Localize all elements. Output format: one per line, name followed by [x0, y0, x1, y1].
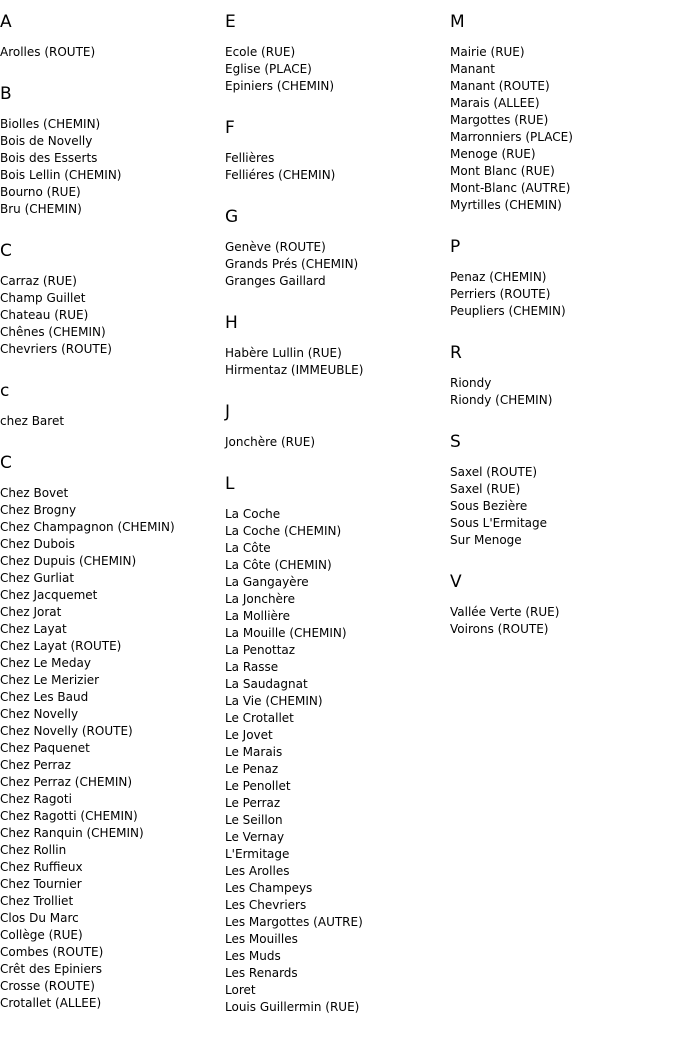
street-link[interactable]: Chez Perraz (CHEMIN): [0, 775, 133, 789]
street-link[interactable]: Chez Tournier: [0, 877, 82, 891]
street-link[interactable]: Jonchère (RUE): [225, 435, 316, 449]
street-link[interactable]: Crêt des Epiniers: [0, 962, 103, 976]
street-link[interactable]: Chez Trolliet: [0, 894, 74, 908]
letter-section: [450, 235, 670, 320]
street-link[interactable]: Menoge (RUE): [450, 147, 536, 161]
street-link[interactable]: Chez Champagnon (CHEMIN): [0, 520, 175, 534]
street-link[interactable]: Bois Lellin (CHEMIN): [0, 168, 122, 182]
street-link[interactable]: La Côte (CHEMIN): [225, 558, 332, 572]
street-link[interactable]: Epiniers (CHEMIN): [225, 79, 335, 93]
street-link[interactable]: Le Perraz: [225, 796, 281, 810]
street-link[interactable]: Chevriers (ROUTE): [0, 342, 112, 356]
street-link[interactable]: La Saudagnat: [225, 677, 308, 691]
street-link[interactable]: Sous Bezière: [450, 499, 528, 513]
street-link[interactable]: La Vie (CHEMIN): [225, 694, 323, 708]
letter-section: [225, 116, 445, 184]
street-index-column-2: [225, 10, 445, 1037]
street-link[interactable]: Chez Dupuis (CHEMIN): [0, 554, 137, 568]
street-link[interactable]: Crotallet (ALLEE): [0, 996, 102, 1010]
street-link[interactable]: Le Jovet: [225, 728, 273, 742]
street-link[interactable]: Grands Prés (CHEMIN): [225, 257, 359, 271]
letter-section: [0, 239, 220, 358]
street-link[interactable]: Saxel (ROUTE): [450, 465, 538, 479]
street-link[interactable]: Mairie (RUE): [450, 45, 525, 59]
street-link[interactable]: La Mollière: [225, 609, 290, 623]
street-link[interactable]: Les Margottes (AUTRE): [225, 915, 363, 929]
letter-heading: R: [450, 343, 462, 363]
street-link[interactable]: Chez Novelly: [0, 707, 79, 721]
letter-section: [225, 205, 445, 290]
street-link[interactable]: Chez Gurliat: [0, 571, 75, 585]
street-link[interactable]: L'Ermitage: [225, 847, 290, 861]
street-link[interactable]: Habère Lullin (RUE): [225, 346, 342, 360]
letter-heading: P: [450, 237, 461, 257]
street-link[interactable]: Chez Ragoti: [0, 792, 72, 806]
letter-section: [0, 10, 220, 61]
letter-heading: V: [450, 572, 462, 592]
letter-heading: c: [0, 381, 10, 401]
street-link[interactable]: La Côte: [225, 541, 271, 555]
street-link[interactable]: Chez Dubois: [0, 537, 75, 551]
street-link[interactable]: Riondy (CHEMIN): [450, 393, 553, 407]
street-link[interactable]: Chez Bovet: [0, 486, 69, 500]
street-link[interactable]: Chênes (CHEMIN): [0, 325, 106, 339]
street-link[interactable]: Les Champeys: [225, 881, 313, 895]
street-link[interactable]: Chateau (RUE): [0, 308, 89, 322]
street-link[interactable]: Chez Ranquin (CHEMIN): [0, 826, 144, 840]
letter-section: [225, 400, 445, 451]
letter-heading: C: [0, 453, 12, 473]
street-link[interactable]: Chez Jorat: [0, 605, 62, 619]
street-link[interactable]: Crosse (ROUTE): [0, 979, 95, 993]
letter-section: [450, 430, 670, 549]
street-index-column-1: [0, 10, 220, 1033]
street-link[interactable]: Biolles (CHEMIN): [0, 117, 101, 131]
street-link[interactable]: La Coche: [225, 507, 281, 521]
street-link[interactable]: Clos Du Marc: [0, 911, 79, 925]
street-link[interactable]: Vallée Verte (RUE): [450, 605, 560, 619]
street-link[interactable]: Chez Perraz: [0, 758, 71, 772]
street-link[interactable]: Felliéres (CHEMIN): [225, 168, 336, 182]
street-link[interactable]: Manant (ROUTE): [450, 79, 550, 93]
street-link[interactable]: Margottes (RUE): [450, 113, 549, 127]
letter-section: [450, 341, 670, 409]
street-link[interactable]: Louis Guillermin (RUE): [225, 1000, 360, 1014]
street-link[interactable]: Loret: [225, 983, 256, 997]
street-link[interactable]: Les Mouilles: [225, 932, 298, 946]
street-link[interactable]: Carraz (RUE): [0, 274, 77, 288]
street-link[interactable]: Arolles (ROUTE): [0, 45, 96, 59]
street-link[interactable]: Bru (CHEMIN): [0, 202, 82, 216]
street-link[interactable]: La Coche (CHEMIN): [225, 524, 342, 538]
letter-section: [450, 10, 670, 214]
street-link[interactable]: Granges Gaillard: [225, 274, 326, 288]
street-link[interactable]: Chez Novelly (ROUTE): [0, 724, 133, 738]
street-link[interactable]: Marronniers (PLACE): [450, 130, 573, 144]
street-link[interactable]: Chez Brogny: [0, 503, 77, 517]
street-link[interactable]: Sur Menoge: [450, 533, 522, 547]
street-link[interactable]: Saxel (RUE): [450, 482, 521, 496]
street-link[interactable]: Le Penollet: [225, 779, 291, 793]
street-link[interactable]: La Penottaz: [225, 643, 296, 657]
letter-heading: H: [225, 313, 238, 333]
street-link[interactable]: Les Muds: [225, 949, 281, 963]
street-link[interactable]: Chez Layat: [0, 622, 67, 636]
letter-heading: S: [450, 432, 461, 452]
street-link[interactable]: Le Penaz: [225, 762, 279, 776]
street-link[interactable]: Penaz (CHEMIN): [450, 270, 547, 284]
street-link[interactable]: Le Marais: [225, 745, 283, 759]
letter-heading: G: [225, 207, 239, 227]
street-link[interactable]: Riondy: [450, 376, 492, 390]
street-link[interactable]: Sous L'Ermitage: [450, 516, 548, 530]
letter-heading: E: [225, 12, 236, 32]
street-link[interactable]: Bois de Novelly: [0, 134, 93, 148]
street-link[interactable]: Chez Le Merizier: [0, 673, 100, 687]
street-link[interactable]: Chez Ruffieux: [0, 860, 83, 874]
street-link[interactable]: La Jonchère: [225, 592, 295, 606]
street-link[interactable]: Les Arolles: [225, 864, 290, 878]
street-link[interactable]: Les Renards: [225, 966, 298, 980]
street-link[interactable]: Marais (ALLEE): [450, 96, 540, 110]
letter-heading: J: [225, 402, 231, 422]
street-link[interactable]: La Rasse: [225, 660, 279, 674]
street-link[interactable]: Voirons (ROUTE): [450, 622, 549, 636]
street-link[interactable]: Perriers (ROUTE): [450, 287, 551, 301]
street-link[interactable]: Myrtilles (CHEMIN): [450, 198, 562, 212]
street-link[interactable]: Bourno (RUE): [0, 185, 81, 199]
street-link[interactable]: La Mouille (CHEMIN): [225, 626, 347, 640]
letter-heading: M: [450, 12, 465, 32]
street-link[interactable]: Chez Rollin: [0, 843, 67, 857]
letter-heading: L: [225, 474, 235, 494]
street-link[interactable]: Mont Blanc (RUE): [450, 164, 555, 178]
letter-section: [0, 379, 220, 430]
letter-section: [450, 570, 670, 638]
letter-section: [0, 451, 220, 1012]
letter-section: [225, 472, 445, 1016]
street-link[interactable]: Le Vernay: [225, 830, 285, 844]
street-link[interactable]: Chez Les Baud: [0, 690, 89, 704]
street-link[interactable]: Le Crotallet: [225, 711, 294, 725]
letter-section: [0, 82, 220, 218]
street-link[interactable]: Manant: [450, 62, 495, 76]
letter-heading: A: [0, 12, 12, 32]
letter-section: [225, 311, 445, 379]
street-link[interactable]: Chez Paquenet: [0, 741, 90, 755]
street-link[interactable]: Chez Le Meday: [0, 656, 91, 670]
street-index-column-3: [450, 10, 670, 659]
street-link[interactable]: Peupliers (CHEMIN): [450, 304, 566, 318]
street-link[interactable]: Chez Layat (ROUTE): [0, 639, 122, 653]
letter-section: [225, 10, 445, 95]
street-link[interactable]: chez Baret: [0, 414, 65, 428]
street-link[interactable]: Genève (ROUTE): [225, 240, 326, 254]
street-link[interactable]: Hirmentaz (IMMEUBLE): [225, 363, 364, 377]
letter-heading: B: [0, 84, 12, 104]
street-link[interactable]: Fellières: [225, 151, 275, 165]
letter-heading: C: [0, 241, 12, 261]
street-link[interactable]: Chez Ragotti (CHEMIN): [0, 809, 138, 823]
street-link[interactable]: Combes (ROUTE): [0, 945, 104, 959]
street-link[interactable]: Chez Jacquemet: [0, 588, 98, 602]
street-link[interactable]: Champ Guillet: [0, 291, 86, 305]
letter-heading: F: [225, 118, 235, 138]
street-link[interactable]: Collège (RUE): [0, 928, 83, 942]
street-link[interactable]: Le Seillon: [225, 813, 283, 827]
street-link[interactable]: Les Chevriers: [225, 898, 307, 912]
street-link[interactable]: La Gangayère: [225, 575, 309, 589]
street-link[interactable]: Eglise (PLACE): [225, 62, 312, 76]
street-link[interactable]: Bois des Esserts: [0, 151, 98, 165]
street-link[interactable]: Ecole (RUE): [225, 45, 296, 59]
street-link[interactable]: Mont-Blanc (AUTRE): [450, 181, 571, 195]
